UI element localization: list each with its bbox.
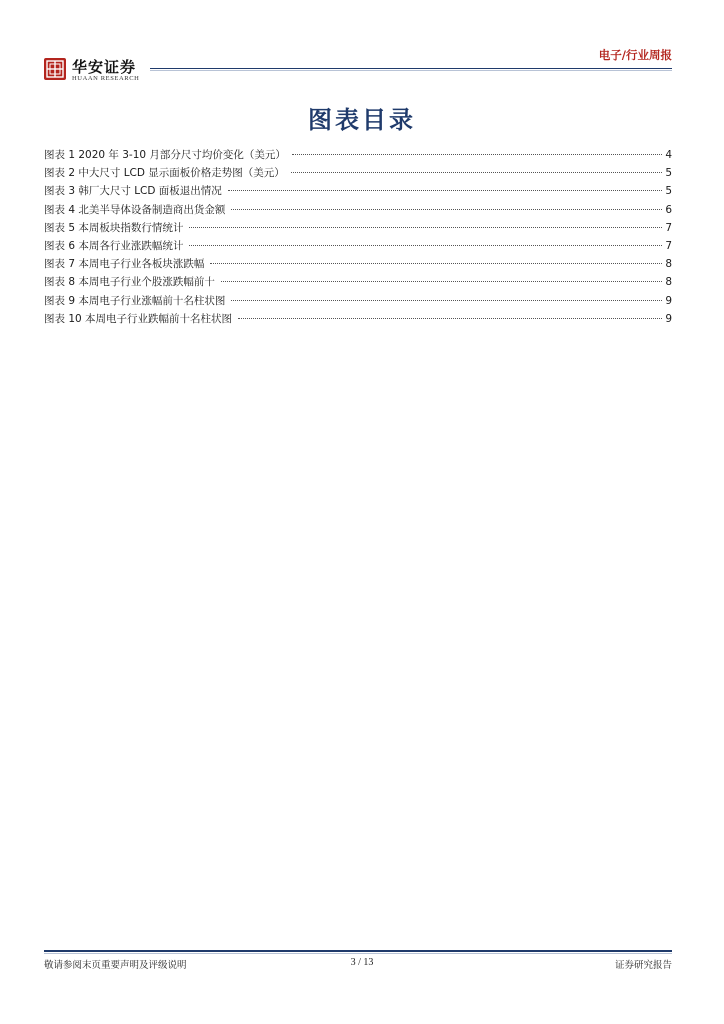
dot-leader (228, 190, 663, 191)
toc-entry-label: 图表 9 本周电子行业涨幅前十名柱状图 (44, 294, 226, 307)
toc-entry-label: 图表 8 本周电子行业个股涨跌幅前十 (44, 276, 215, 289)
toc-entry[interactable] (44, 182, 672, 200)
page-number: 3 / 13 (350, 957, 374, 968)
toc-entry[interactable] (44, 237, 672, 255)
page-header (0, 0, 724, 90)
toc-entry-label: 图表 2 中大尺寸 LCD 显示面板价格走势图（美元） (44, 167, 285, 180)
toc-entry[interactable] (44, 273, 672, 291)
figure-list (44, 146, 672, 328)
toc-entry[interactable] (44, 201, 672, 219)
dot-leader (221, 281, 662, 282)
toc-entry-page: 8 (665, 258, 672, 271)
toc-entry-page: 7 (665, 221, 672, 234)
toc-entry-label: 图表 7 本周电子行业各板块涨跌幅 (44, 258, 205, 271)
dot-leader (291, 172, 663, 173)
toc-entry-page: 5 (665, 185, 672, 198)
toc-entry[interactable] (44, 146, 672, 164)
footer-divider (44, 950, 672, 952)
logo-subtitle: HUAAN RESEARCH (72, 75, 140, 82)
dot-leader (210, 263, 662, 264)
toc-entry-label: 图表 1 2020 年 3-10 月部分尺寸均价变化（美元） (44, 149, 286, 161)
toc-entry-page: 9 (665, 294, 672, 307)
dot-leader (238, 318, 662, 319)
toc-entry-page: 5 (665, 167, 672, 180)
toc-entry-page: 9 (665, 312, 672, 325)
dot-leader (189, 245, 662, 246)
dot-leader (292, 154, 662, 155)
company-logo (44, 56, 154, 86)
toc-title: 图表目录 (308, 106, 416, 134)
dot-leader (231, 300, 662, 301)
toc-entry[interactable] (44, 310, 672, 328)
toc-entry[interactable] (44, 292, 672, 310)
toc-entry-label: 图表 5 本周板块指数行情统计 (44, 221, 184, 234)
footer-disclaimer: 敬请参阅末页重要声明及评级说明 (44, 960, 187, 971)
logo-name: 华安证券 (72, 58, 137, 76)
toc-entry-label: 图表 10 本周电子行业跌幅前十名柱状图 (44, 312, 233, 325)
header-divider (150, 68, 672, 69)
toc-entry-page: 8 (665, 276, 672, 289)
report-section-tag: 电子/行业周报 (598, 48, 672, 62)
toc-entry-label: 图表 3 韩厂大尺寸 LCD 面板退出情况 (44, 185, 222, 198)
header-divider-secondary (150, 70, 672, 71)
toc-entry-page: 6 (665, 203, 672, 216)
toc-entry[interactable] (44, 255, 672, 273)
dot-leader (189, 227, 662, 228)
footer-doc-type: 证券研究报告 (614, 960, 672, 971)
dot-leader (231, 209, 662, 210)
footer-divider-secondary (44, 953, 672, 954)
toc-entry-label: 图表 4 北美半导体设备制造商出货金额 (44, 203, 226, 216)
logo-seal-icon (44, 58, 66, 80)
toc-entry-label: 图表 6 本周各行业涨跌幅统计 (44, 239, 184, 252)
toc-entry-page: 7 (665, 239, 672, 252)
toc-entry[interactable] (44, 164, 672, 182)
toc-entry[interactable] (44, 219, 672, 237)
toc-entry-page: 4 (665, 149, 672, 161)
